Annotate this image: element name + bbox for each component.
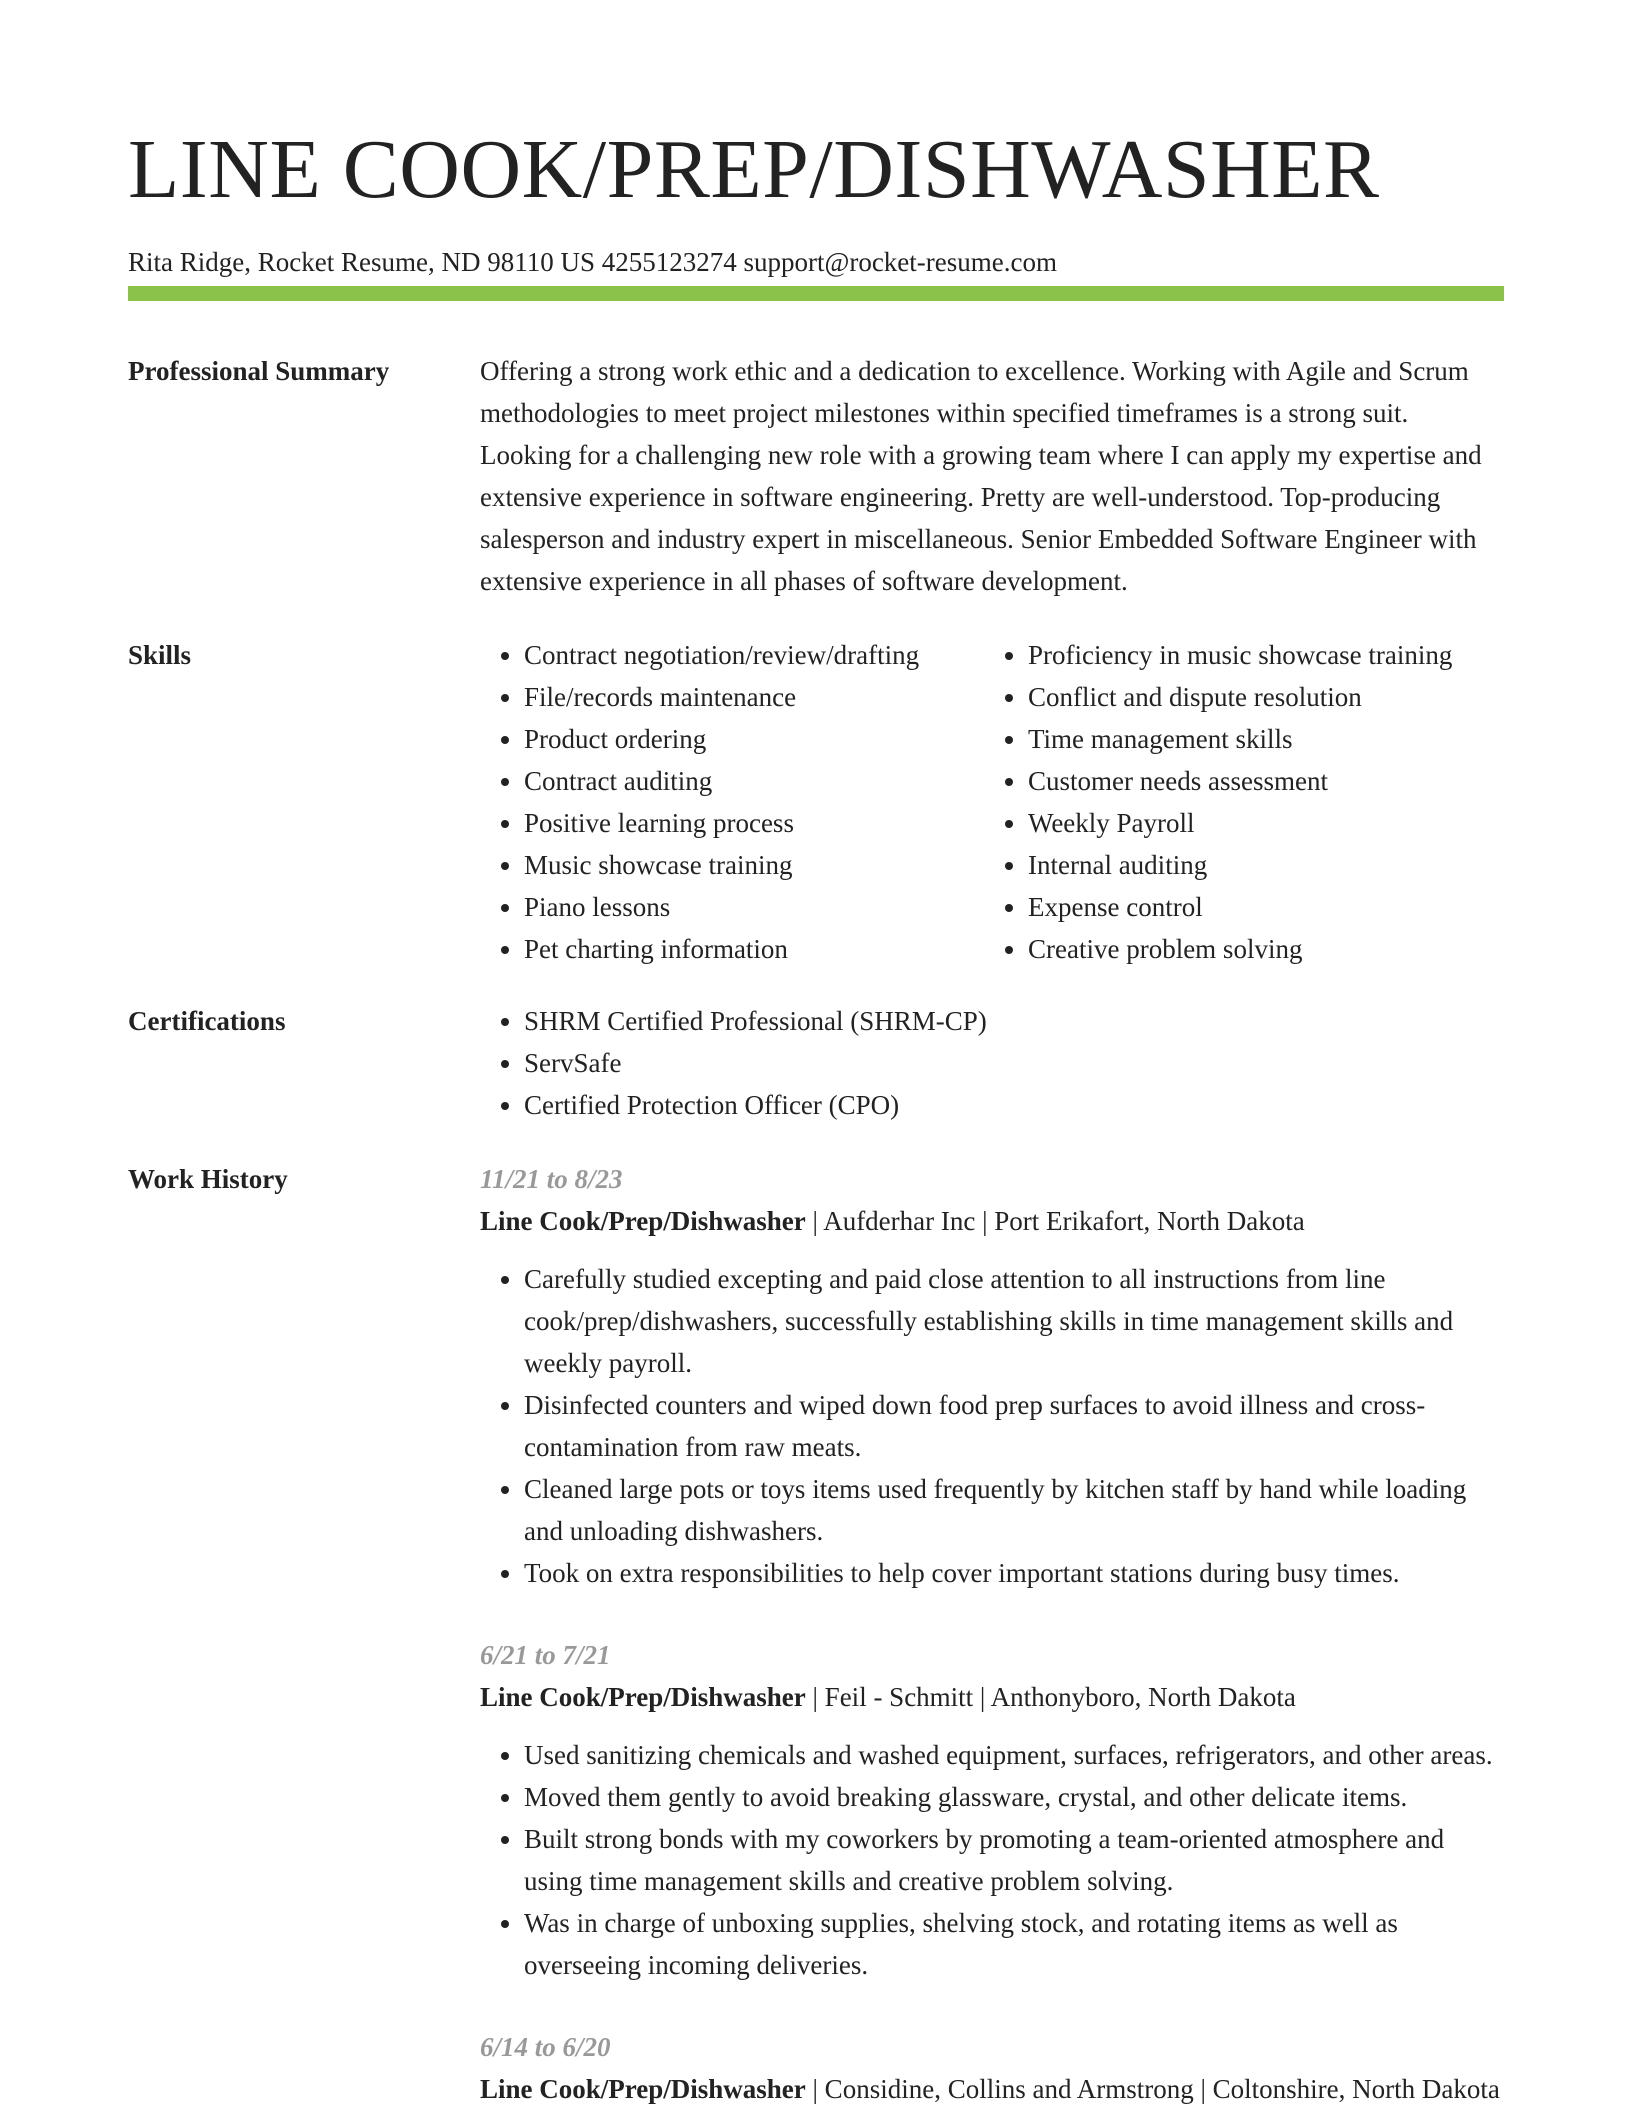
contact-line: Rita Ridge, Rocket Resume, ND 98110 US 4255123274 support@rocket-resume.com [128, 247, 1057, 277]
work-history-content [480, 1158, 1504, 2110]
job-heading [480, 2068, 1504, 2110]
job-dates: 6/14 to 6/20 [480, 2032, 611, 2062]
job-heading [480, 1200, 1504, 1242]
job-bullet: • Disinfected counters and wiped down food prep surfaces to avoid illness and cross-contamination from raw meats. [524, 1384, 1504, 1468]
skill-item: • Music showcase training [524, 844, 984, 886]
certification-item: • ServSafe [524, 1042, 1504, 1084]
job-details: | Considine, Collins and Armstrong | Coltonshire, North Dakota [805, 2074, 1500, 2104]
skill-item: • Weekly Payroll [1028, 802, 1504, 844]
skill-item: • Contract auditing [524, 760, 984, 802]
job-bullet: • Cleaned large pots or toys items used frequently by kitchen staff by hand while loading and unloading dishwashers. [524, 1468, 1504, 1552]
job-bullet: • Took on extra responsibilities to help cover important stations during busy times. [524, 1552, 1504, 1594]
skill-item: • Pet charting information [524, 928, 984, 970]
accent-divider [128, 286, 1504, 301]
skill-item: • Customer needs assessment [1028, 760, 1504, 802]
job-bullet: • Used sanitizing chemicals and washed equipment, surfaces, refrigerators, and other areas. [524, 1734, 1504, 1776]
skill-item: • File/records maintenance [524, 676, 984, 718]
certification-item: • SHRM Certified Professional (SHRM-CP) [524, 1000, 1504, 1042]
skills-list-right [984, 634, 1504, 970]
job-dates: 11/21 to 8/23 [480, 1164, 623, 1194]
job-bullet: • Carefully studied excepting and paid close attention to all instructions from line cook/prep/dishwashers, successfully establishing skills in time management skills and weekly payroll. [524, 1258, 1504, 1384]
skill-item: • Time management skills [1028, 718, 1504, 760]
skills-list-left [480, 634, 984, 970]
job-bullet: • Was in charge of unboxing supplies, shelving stock, and rotating items as well as overseeing incoming deliveries. [524, 1902, 1504, 1986]
job-title: Line Cook/Prep/Dishwasher [480, 2074, 806, 2104]
job-heading [480, 1676, 1504, 1718]
job-entry [480, 1158, 1504, 1594]
job-bullet: • Moved them gently to avoid breaking glassware, crystal, and other delicate items. [524, 1776, 1504, 1818]
skills-label: Skills [128, 640, 192, 670]
certifications-content [480, 1000, 1504, 1126]
job-entry [480, 2026, 1504, 2110]
job-bullets [480, 1734, 1504, 1986]
summary-content [480, 350, 1504, 602]
skill-item: • Contract negotiation/review/drafting [524, 634, 984, 676]
skill-item: • Conflict and dispute resolution [1028, 676, 1504, 718]
job-title: Line Cook/Prep/Dishwasher [480, 1206, 806, 1236]
skill-item: • Expense control [1028, 886, 1504, 928]
skills-content [480, 634, 1504, 970]
work-history-label: Work History [128, 1164, 288, 1194]
summary-text: Offering a strong work ethic and a dedication to excellence. Working with Agile and Scrum methodologies to meet project milestones within specified timeframes is a strong suit. Looking for a challenging new role with a growing team where I can apply my expertise and extensive experience in software engineering. Pretty are well-understood. Top-producing salesperson and industry expert in miscellaneous. Senior Embedded Software Engineer with extensive experience in all phases of software development. [480, 356, 1482, 596]
job-bullet: • Built strong bonds with my coworkers by promoting a team-oriented atmosphere and using time management skills and creative problem solving. [524, 1818, 1504, 1902]
skills-columns [480, 634, 1504, 970]
skill-item: • Positive learning process [524, 802, 984, 844]
job-details: | Aufderhar Inc | Port Erikafort, North Dakota [805, 1206, 1305, 1236]
job-bullets [480, 1258, 1504, 1594]
job-details: | Feil - Schmitt | Anthonyboro, North Dakota [805, 1682, 1296, 1712]
resume-name: LINE COOK/PREP/DISHWASHER [128, 123, 1380, 216]
skill-item: • Internal auditing [1028, 844, 1504, 886]
summary-label: Professional Summary [128, 356, 390, 386]
job-entry [480, 1634, 1504, 1986]
certification-item: • Certified Protection Officer (CPO) [524, 1084, 1504, 1126]
certifications-label: Certifications [128, 1006, 286, 1036]
skill-item: • Piano lessons [524, 886, 984, 928]
certifications-list [480, 1000, 1504, 1126]
job-title: Line Cook/Prep/Dishwasher [480, 1682, 806, 1712]
skill-item: • Proficiency in music showcase training [1028, 634, 1504, 676]
resume-header [128, 120, 1504, 278]
job-dates: 6/21 to 7/21 [480, 1640, 611, 1670]
skill-item: • Creative problem solving [1028, 928, 1504, 970]
skill-item: • Product ordering [524, 718, 984, 760]
